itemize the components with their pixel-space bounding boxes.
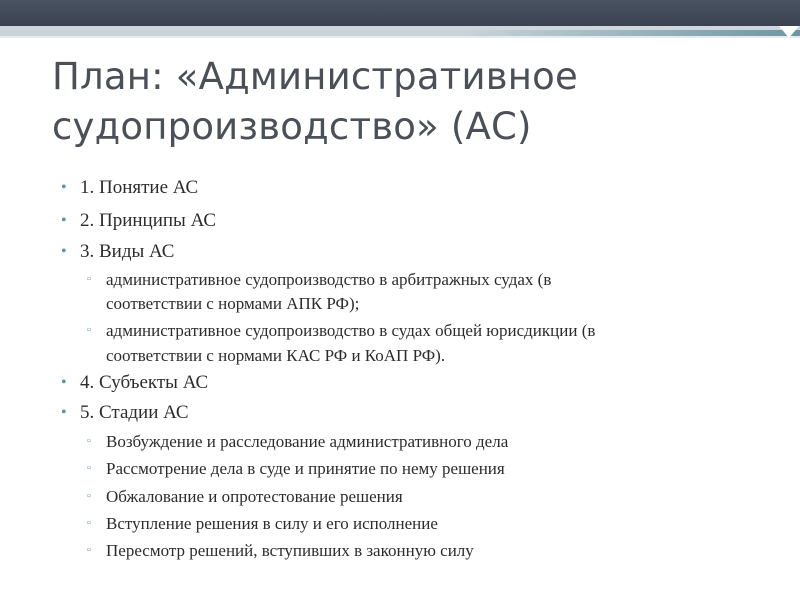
sub-list-item-line: Пересмотр решений, вступивших в законную силу <box>106 541 474 560</box>
bullet-icon: • <box>61 179 67 196</box>
sub-list-item-line: соответствии с нормами АПК РФ); <box>106 294 360 313</box>
slide-title-line-1: План: «Административное <box>52 55 578 98</box>
slide-title-line-2: судопроизводство» (АС) <box>52 105 532 148</box>
list-item: 2. Принципы АС <box>80 210 217 231</box>
sub-bullet-icon: ▫ <box>87 490 91 502</box>
list-item: 3. Виды АС <box>80 241 175 262</box>
list-item: 4. Субъекты АС <box>80 372 209 393</box>
bullet-icon: • <box>61 374 67 391</box>
sub-list-item-line: административное судопроизводство в судах общей юрисдикции (в <box>106 321 596 340</box>
sub-bullet-icon: ▫ <box>87 462 91 474</box>
sub-list-item-line: Обжалование и опротестование решения <box>106 487 403 506</box>
bullet-icon: • <box>61 212 67 229</box>
bullet-icon: • <box>61 404 67 421</box>
sub-list-item-line: соответствии с нормами КАС РФ и КоАП РФ). <box>106 346 446 365</box>
sub-bullet-icon: ▫ <box>87 544 91 556</box>
sub-list-item-line: административное судопроизводство в арбитражных судах (в <box>106 270 552 289</box>
list-item: 5. Стадии АС <box>80 402 189 423</box>
sub-list-item-line: Вступление решения в силу и его исполнение <box>106 514 438 533</box>
sub-bullet-icon: ▫ <box>87 517 91 529</box>
sub-bullet-icon: ▫ <box>87 435 91 447</box>
sub-bullet-icon: ▫ <box>87 324 91 336</box>
sub-list-item-line: Рассмотрение дела в суде и принятие по нему решения <box>106 459 505 478</box>
bullet-icon: • <box>61 243 67 260</box>
list-item: 1. Понятие АС <box>80 177 199 198</box>
sub-bullet-icon: ▫ <box>87 273 91 285</box>
sub-list-item-line: Возбуждение и расследование административного дела <box>106 432 509 451</box>
